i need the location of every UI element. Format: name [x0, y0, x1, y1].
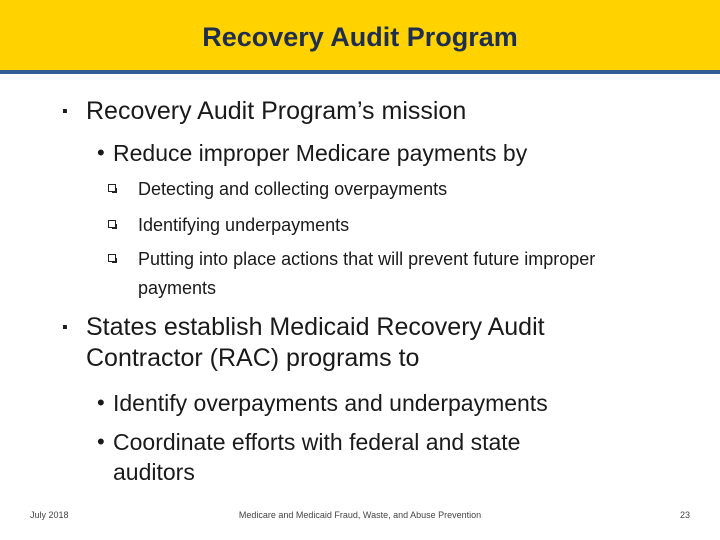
footer-title: Medicare and Medicaid Fraud, Waste, and Abuse Prevention	[238, 510, 482, 520]
sub-bullet-reduce-text: Reduce improper Medicare payments by	[113, 140, 528, 166]
list-item	[138, 211, 658, 240]
list-item-text: Putting into place actions that will prevent future improper payments	[138, 249, 596, 298]
sub-bullet-identify	[97, 388, 673, 418]
slide-header	[0, 0, 720, 74]
square-bullet-icon: ▪	[62, 103, 68, 120]
sub-bullet-reduce	[97, 138, 673, 168]
list-item-text: Detecting and collecting overpayments	[138, 179, 448, 199]
round-bullet-icon: •	[97, 390, 105, 415]
footer-date: July 2018	[30, 510, 69, 520]
list-item	[138, 175, 658, 204]
square-bullet-icon: ▪	[62, 319, 68, 336]
bullet-mission-text: Recovery Audit Program’s mission	[86, 97, 467, 125]
bullet-states	[62, 312, 622, 374]
checkbox-bullet-icon	[108, 254, 116, 262]
bullet-states-text: States establish Medicaid Recovery Audit Contractor (RAC) programs to	[86, 313, 545, 372]
round-bullet-icon: •	[97, 429, 105, 454]
bullet-mission	[62, 96, 682, 127]
page-number: 23	[679, 510, 690, 520]
sub-bullet-identify-text: Identify overpayments and underpayments	[113, 390, 548, 416]
sub-bullet-coordinate-text: Coordinate efforts with federal and state auditors	[113, 429, 521, 485]
slide-title: Recovery Audit Program	[202, 22, 518, 52]
round-bullet-icon: •	[97, 140, 105, 165]
checkbox-bullet-icon	[108, 220, 116, 228]
sub-bullet-coordinate	[97, 427, 593, 487]
checkbox-bullet-icon	[108, 184, 116, 192]
list-item-text: Identifying underpayments	[138, 215, 350, 235]
list-item	[138, 245, 658, 303]
